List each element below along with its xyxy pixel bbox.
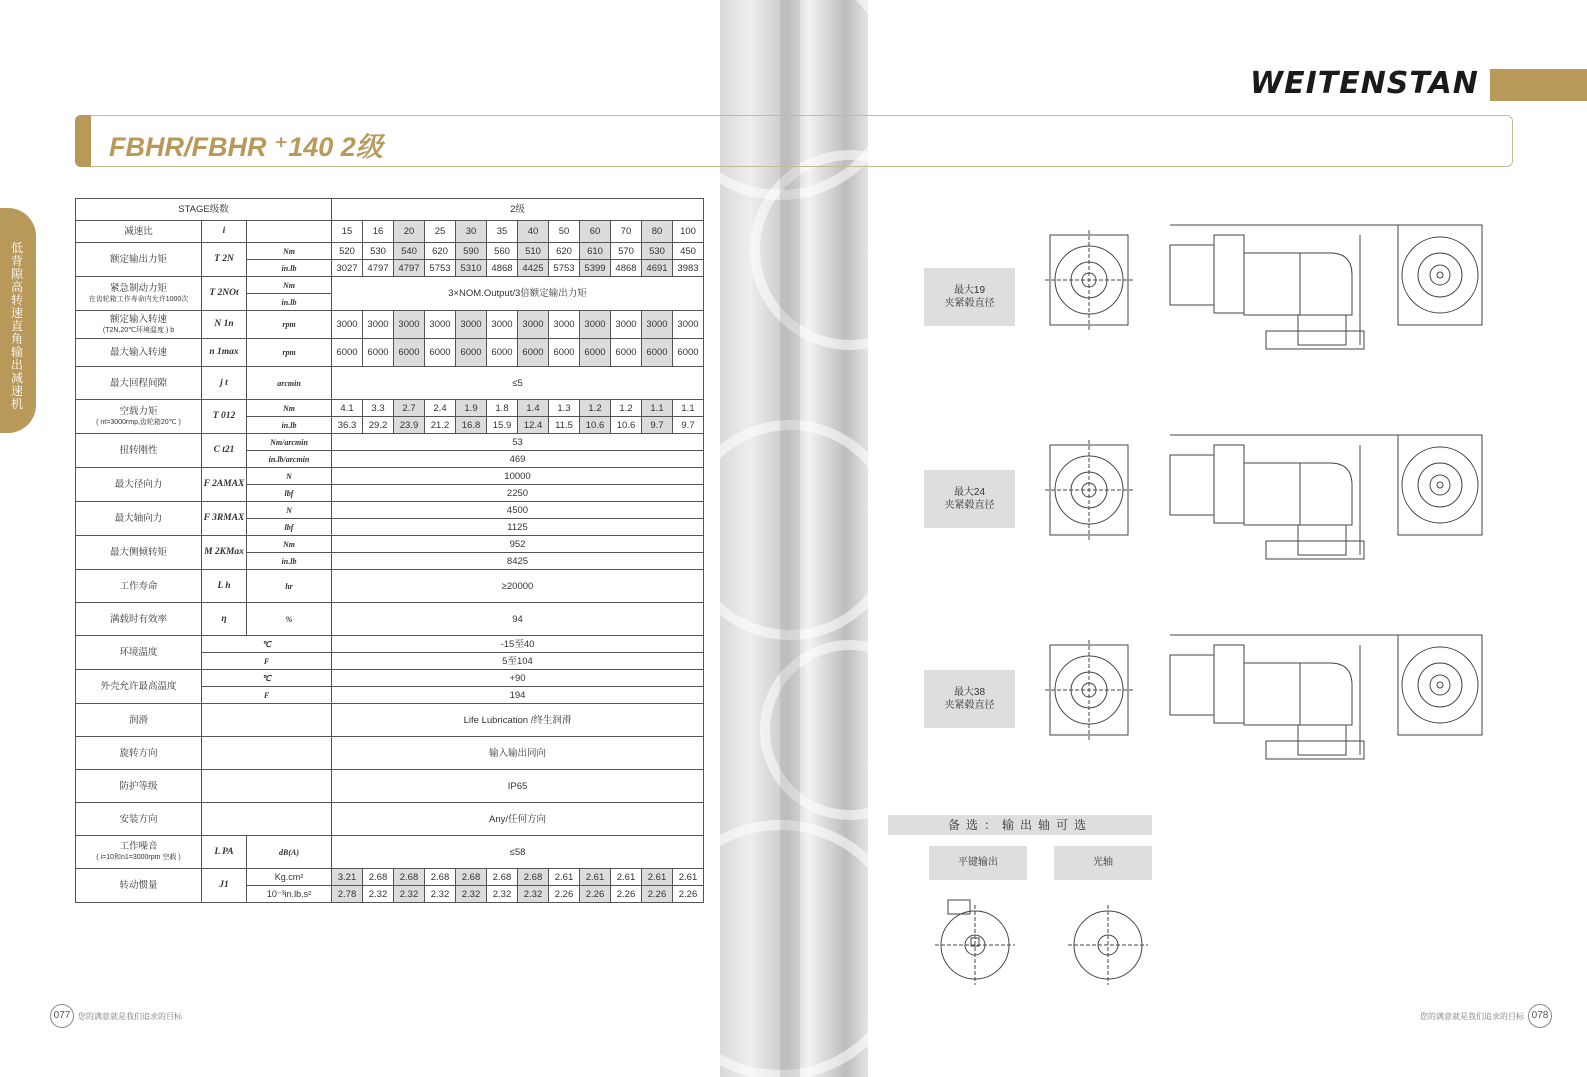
value-cell: 16.8 — [456, 417, 487, 434]
footer-right — [1420, 1004, 1552, 1028]
row-unit: Nm — [247, 243, 332, 260]
row-symbol: i — [202, 221, 247, 243]
row-symbol: n 1max — [202, 339, 247, 367]
value-cell: 2.32 — [456, 886, 487, 903]
value-cell: 1.2 — [580, 400, 611, 417]
row-label — [76, 311, 202, 339]
value-cell: 2250 — [332, 485, 704, 502]
value-cell: 1.1 — [642, 400, 673, 417]
value-cell: 4797 — [394, 260, 425, 277]
ratio-cell: 50 — [549, 221, 580, 243]
value-cell: 11.5 — [549, 417, 580, 434]
ratio-cell: 16 — [363, 221, 394, 243]
value-cell: 9.7 — [642, 417, 673, 434]
value-cell: 2.68 — [487, 869, 518, 886]
ratio-cell: 15 — [332, 221, 363, 243]
keyed-shaft-option: 平键输出 — [929, 846, 1027, 880]
value-cell: 5753 — [549, 260, 580, 277]
row-symbol: F 2AMAX — [202, 468, 247, 502]
row-unit: in.lb — [247, 417, 332, 434]
value-cell: 3000 — [580, 311, 611, 339]
value-cell: 4868 — [487, 260, 518, 277]
value-cell: 6000 — [425, 339, 456, 367]
ratio-cell: 30 — [456, 221, 487, 243]
row-symbol: C t21 — [202, 434, 247, 468]
value-cell: 2.61 — [642, 869, 673, 886]
value-cell: 10.6 — [611, 417, 642, 434]
value-cell: 36.3 — [332, 417, 363, 434]
label-note: ( nt=3000rmp,齿轮箱20℃ ) — [96, 418, 181, 426]
value-cell: 4797 — [363, 260, 394, 277]
value-cell: 4691 — [642, 260, 673, 277]
row-symbol: J1 — [202, 869, 247, 903]
value-cell: 3000 — [363, 311, 394, 339]
value-cell: 530 — [363, 243, 394, 260]
value-cell: 5753 — [425, 260, 456, 277]
value-cell: 3000 — [642, 311, 673, 339]
value-cell: 5至104 — [332, 653, 704, 670]
label-text: 紧急制动力矩 — [109, 282, 167, 294]
row-unit — [202, 803, 332, 836]
row-unit: rpm — [247, 339, 332, 367]
value-cell: 3000 — [549, 311, 580, 339]
value-cell: IP65 — [332, 770, 704, 803]
value-cell: 520 — [332, 243, 363, 260]
value-cell: 10.6 — [580, 417, 611, 434]
label-note: (T2N,20℃环境温度 ) b — [102, 326, 175, 334]
value-cell: 3000 — [425, 311, 456, 339]
row-unit: rpm — [247, 311, 332, 339]
value-cell: 2.61 — [611, 869, 642, 886]
row-label: 最大输入转速 — [76, 339, 202, 367]
row-unit: lbf — [247, 519, 332, 536]
row-label: 润滑 — [76, 704, 202, 737]
value-cell: 2.68 — [518, 869, 549, 886]
side-tab-label: 低背隙高转速直角输出减速机 — [11, 241, 24, 411]
value-cell: 9.7 — [673, 417, 704, 434]
row-label: 满载时有效率 — [76, 603, 202, 636]
row-label: 最大回程间隙 — [76, 367, 202, 400]
row-unit: N — [247, 502, 332, 519]
value-cell: 2.61 — [549, 869, 580, 886]
ratio-cell: 40 — [518, 221, 549, 243]
value-cell: 3000 — [332, 311, 363, 339]
value-cell: 2.61 — [580, 869, 611, 886]
row-unit: Nm — [247, 400, 332, 417]
value-cell: 620 — [549, 243, 580, 260]
spec-table — [75, 198, 704, 903]
value-cell: 3027 — [332, 260, 363, 277]
logo-accent-bar — [1490, 69, 1587, 101]
value-cell: 450 — [673, 243, 704, 260]
value-cell: 6000 — [518, 339, 549, 367]
value-cell: 29.2 — [363, 417, 394, 434]
value-cell: 1125 — [332, 519, 704, 536]
row-unit: N — [247, 468, 332, 485]
value-cell: 6000 — [673, 339, 704, 367]
ratio-cell: 100 — [673, 221, 704, 243]
value-cell: 2.26 — [580, 886, 611, 903]
value-cell: -15至40 — [332, 636, 704, 653]
footer-slogan: 您的满意就是我们追求的目标 — [1420, 1011, 1524, 1021]
label-text: 空载力矩 — [119, 405, 158, 417]
row-unit: 10⁻³in.lb.s² — [247, 886, 332, 903]
row-symbol: F 3RMAX — [202, 502, 247, 536]
row-symbol: L PA — [202, 836, 247, 869]
value-cell: 590 — [456, 243, 487, 260]
value-cell: 6000 — [642, 339, 673, 367]
row-unit: ℃ — [202, 636, 332, 653]
row-label: 旋转方向 — [76, 737, 202, 770]
value-cell: 6000 — [332, 339, 363, 367]
value-cell: +90 — [332, 670, 704, 687]
value-cell: 3.3 — [363, 400, 394, 417]
value-cell: 1.9 — [456, 400, 487, 417]
footer-slogan: 您的满意就是我们追求的目标 — [78, 1011, 182, 1021]
value-cell: 510 — [518, 243, 549, 260]
row-label: 额定输出力矩 — [76, 243, 202, 277]
value-cell: 94 — [332, 603, 704, 636]
value-cell: 1.3 — [549, 400, 580, 417]
value-cell: 1.4 — [518, 400, 549, 417]
row-unit — [247, 221, 332, 243]
page-title: FBHR/FBHR ⁺140 2级 — [109, 132, 383, 162]
value-cell: 2.7 — [394, 400, 425, 417]
footer-left — [50, 1004, 182, 1028]
row-unit: in.lb/arcmin — [247, 451, 332, 468]
value-cell: 5310 — [456, 260, 487, 277]
row-symbol: j t — [202, 367, 247, 400]
side-tab — [0, 208, 36, 433]
value-cell: 3000 — [518, 311, 549, 339]
value-cell: ≥20000 — [332, 570, 704, 603]
value-cell: 21.2 — [425, 417, 456, 434]
value-cell: 2.32 — [487, 886, 518, 903]
drawing-label-2: 最大24 夹紧毂直径 — [924, 470, 1015, 528]
value-cell: 3000 — [394, 311, 425, 339]
value-cell: 2.61 — [673, 869, 704, 886]
row-label: 外壳允许最高温度 — [76, 670, 202, 704]
value-cell: 2.26 — [642, 886, 673, 903]
technical-drawings — [1030, 205, 1530, 805]
value-cell: 5399 — [580, 260, 611, 277]
value-cell: 1.1 — [673, 400, 704, 417]
value-cell: 2.68 — [425, 869, 456, 886]
row-label — [76, 836, 202, 869]
value-cell: 53 — [332, 434, 704, 451]
ratio-cell: 60 — [580, 221, 611, 243]
value-cell: 2.4 — [425, 400, 456, 417]
value-cell: 2.26 — [673, 886, 704, 903]
drawing-label-1: 最大19 夹紧毂直径 — [924, 268, 1015, 326]
row-unit: ℃ — [202, 670, 332, 687]
ratio-cell: 25 — [425, 221, 456, 243]
row-symbol: η — [202, 603, 247, 636]
row-unit: hr — [247, 570, 332, 603]
value-cell: 2.68 — [394, 869, 425, 886]
row-label: 防护等级 — [76, 770, 202, 803]
row-label: 安装方向 — [76, 803, 202, 836]
row-label: 扭转刚性 — [76, 434, 202, 468]
row-label: 转动惯量 — [76, 869, 202, 903]
label-text: 额定输入转速 — [109, 313, 167, 325]
value-cell: 194 — [332, 687, 704, 704]
value-cell: 540 — [394, 243, 425, 260]
value-cell: Any/任何方向 — [332, 803, 704, 836]
row-unit: F — [202, 687, 332, 704]
value-cell: 952 — [332, 536, 704, 553]
row-unit: lbf — [247, 485, 332, 502]
row-unit: Kg.cm² — [247, 869, 332, 886]
row-unit: F — [202, 653, 332, 670]
row-unit: Nm — [247, 536, 332, 553]
value-cell: 4.1 — [332, 400, 363, 417]
value-cell: 3×NOM.Output/3倍额定输出力矩 — [332, 277, 704, 311]
value-cell: 530 — [642, 243, 673, 260]
value-cell: 3983 — [673, 260, 704, 277]
value-cell: 6000 — [487, 339, 518, 367]
page-number: 077 — [50, 1004, 74, 1028]
value-cell: 3000 — [487, 311, 518, 339]
row-unit: dB(A) — [247, 836, 332, 869]
label-text: 工作噪音 — [119, 841, 158, 852]
drawing-label-3: 最大38 夹紧毂直径 — [924, 670, 1015, 728]
value-cell: 6000 — [394, 339, 425, 367]
value-cell: 2.32 — [425, 886, 456, 903]
rated-torque-row — [76, 243, 704, 260]
value-cell: 469 — [332, 451, 704, 468]
row-symbol: M 2KMax — [202, 536, 247, 570]
stage-value: 2级 — [332, 199, 704, 221]
ratio-cell: 80 — [642, 221, 673, 243]
label-note: ( i=10和n1=3000rpm 空载 ) — [96, 854, 181, 861]
value-cell: 23.9 — [394, 417, 425, 434]
value-cell: 15.9 — [487, 417, 518, 434]
value-cell: 8425 — [332, 553, 704, 570]
row-unit: Nm — [247, 277, 332, 294]
value-cell: ≤5 — [332, 367, 704, 400]
row-unit: in.lb — [247, 294, 332, 311]
value-cell: 3000 — [611, 311, 642, 339]
value-cell: 6000 — [363, 339, 394, 367]
row-unit — [202, 704, 332, 737]
value-cell: Life Lubrication /终生润滑 — [332, 704, 704, 737]
value-cell: 6000 — [580, 339, 611, 367]
value-cell: 6000 — [549, 339, 580, 367]
value-cell: 1.8 — [487, 400, 518, 417]
row-unit: in.lb — [247, 260, 332, 277]
row-unit: % — [247, 603, 332, 636]
value-cell: 4425 — [518, 260, 549, 277]
row-unit: Nm/arcmin — [247, 434, 332, 451]
brand-logo: WEITENSTAN — [1250, 66, 1479, 101]
value-cell: 2.32 — [363, 886, 394, 903]
value-cell: 2.26 — [549, 886, 580, 903]
row-label — [76, 277, 202, 311]
row-symbol: T 2NOt — [202, 277, 247, 311]
value-cell: 2.78 — [332, 886, 363, 903]
row-label: 最大侧倾转矩 — [76, 536, 202, 570]
row-label: 最大径向力 — [76, 468, 202, 502]
value-cell: 2.32 — [518, 886, 549, 903]
value-cell: 2.26 — [611, 886, 642, 903]
row-label — [76, 400, 202, 434]
value-cell: 输入输出同向 — [332, 737, 704, 770]
row-unit: arcmin — [247, 367, 332, 400]
row-unit — [202, 770, 332, 803]
value-cell: 2.32 — [394, 886, 425, 903]
row-symbol: T 012 — [202, 400, 247, 434]
value-cell: 3.21 — [332, 869, 363, 886]
value-cell: 2.68 — [363, 869, 394, 886]
stage-label: STAGE级数 — [76, 199, 332, 221]
title-accent — [75, 115, 91, 167]
ratio-cell: 70 — [611, 221, 642, 243]
shaft-drawings — [930, 880, 1150, 990]
value-cell: 3000 — [456, 311, 487, 339]
value-cell: ≤58 — [332, 836, 704, 869]
row-label: 工作寿命 — [76, 570, 202, 603]
value-cell: 620 — [425, 243, 456, 260]
label-note: 在齿轮箱工作寿命内允许1000次 — [88, 295, 189, 303]
value-cell: 1.2 — [611, 400, 642, 417]
ratio-cell: 20 — [394, 221, 425, 243]
row-label: 环境温度 — [76, 636, 202, 670]
value-cell: 4500 — [332, 502, 704, 519]
value-cell: 10000 — [332, 468, 704, 485]
row-unit: in.lb — [247, 553, 332, 570]
value-cell: 2.68 — [456, 869, 487, 886]
row-symbol: N 1n — [202, 311, 247, 339]
options-title: 备选：输出轴可选 — [888, 815, 1152, 835]
ratio-cell: 35 — [487, 221, 518, 243]
smooth-shaft-option: 光轴 — [1054, 846, 1152, 880]
value-cell: 3000 — [673, 311, 704, 339]
row-unit — [202, 737, 332, 770]
value-cell: 4868 — [611, 260, 642, 277]
page-number: 078 — [1528, 1004, 1552, 1028]
value-cell: 6000 — [611, 339, 642, 367]
value-cell: 6000 — [456, 339, 487, 367]
value-cell: 560 — [487, 243, 518, 260]
row-label: 减速比 — [76, 221, 202, 243]
value-cell: 12.4 — [518, 417, 549, 434]
value-cell: 610 — [580, 243, 611, 260]
row-symbol: T 2N — [202, 243, 247, 277]
value-cell: 570 — [611, 243, 642, 260]
row-symbol: L h — [202, 570, 247, 603]
row-label: 最大轴向力 — [76, 502, 202, 536]
ratio-row — [76, 221, 704, 243]
